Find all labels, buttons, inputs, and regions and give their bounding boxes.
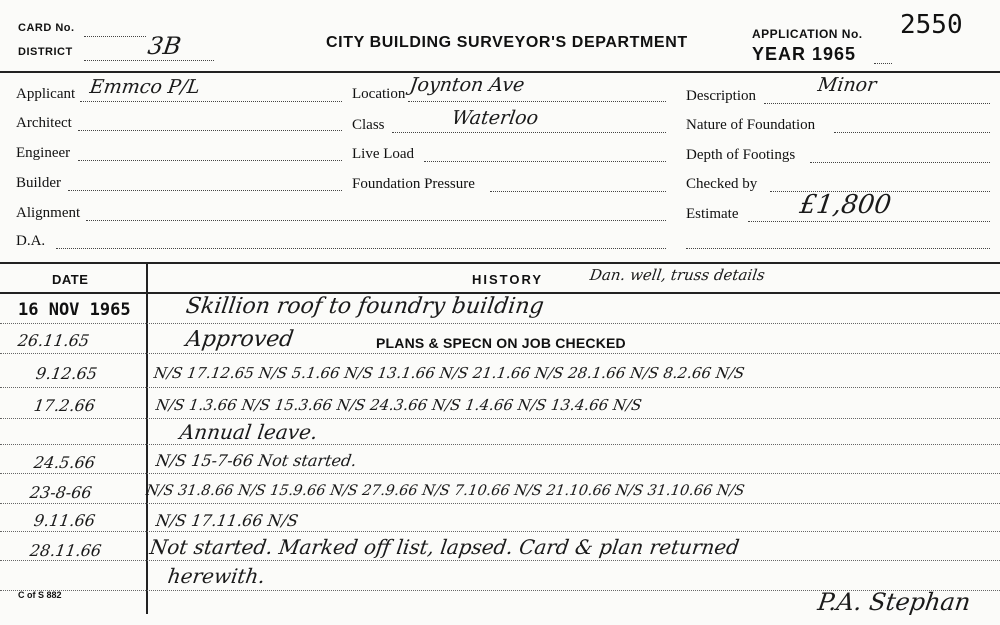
history-date: 28.11.66 [28,541,103,560]
description-value: Minor [816,74,878,96]
engineer-line [78,160,342,161]
description-line [764,103,990,104]
row-rule [0,353,1000,354]
history-entry: Annual leave. [178,420,320,444]
history-date: 17.2.66 [32,396,97,415]
architect-label: Architect [16,115,72,131]
history-entry: herewith. [166,564,267,588]
location-value: Joynton Ave [408,74,526,96]
applicant-line [80,101,342,102]
header-rule [0,71,1000,73]
live-load-line [424,161,666,162]
estimate-value: £1,800 [797,190,894,220]
alignment-line [86,220,666,221]
history-entry: Skillion roof to foundry building [184,294,546,319]
date-column-divider [146,262,148,614]
row-rule [0,444,1000,445]
description-label: Description [686,88,756,104]
builder-line [68,190,342,191]
history-entry: Not started. Marked off list, lapsed. Card & plan returned [148,535,741,559]
architect-line [78,130,342,131]
card-no-label: CARD No. [18,22,75,34]
history-date: 24.5.66 [32,453,97,472]
history-entry: N/S 1.3.66 N/S 15.3.66 N/S 24.3.66 N/S 1.4.66 N/S 13.4.66 N/S [154,396,643,414]
history-entry: N/S 31.8.66 N/S 15.9.66 N/S 27.9.66 N/S 7.10.66 N/S 21.10.66 N/S 31.10.66 N/S [144,483,746,499]
class-label: Class [352,117,385,133]
history-entry: Approved [184,327,296,352]
live-load-label: Live Load [352,146,415,162]
application-no: 2550 [900,10,963,40]
class-line [392,132,666,133]
location-line [408,101,666,102]
history-date: 16 NOV 1965 [18,300,131,320]
row-rule [0,503,1000,504]
history-entry: N/S 15-7-66 Not started. [154,451,358,470]
card-no-line [84,36,146,37]
history-date: 26.11.65 [16,331,91,350]
history-date: 23-8-66 [28,483,94,502]
history-date: 9.11.66 [32,511,97,530]
district-label: DISTRICT [18,46,73,58]
da-line [56,248,666,249]
row-rule [0,387,1000,388]
district-value: 3B [146,32,183,60]
class-value: Waterloo [450,107,540,129]
foundation-pressure-line [490,191,666,192]
history-top-rule [0,262,1000,264]
location-label: Location [352,86,406,102]
history-entry: N/S 17.12.65 N/S 5.1.66 N/S 13.1.66 N/S 21.1.66 N/S 28.1.66 N/S 8.2.66 N/S [152,364,746,382]
row-rule [0,473,1000,474]
nature-of-foundation-line [834,132,990,133]
form-code: C of S 882 [18,590,62,600]
applicant-label: Applicant [16,86,76,102]
application-no-label: APPLICATION No. [752,27,863,41]
year-line [874,63,892,64]
foundation-pressure-label: Foundation Pressure [352,176,475,192]
depth-of-footings-line [810,162,990,163]
depth-of-footings-label: Depth of Footings [686,147,796,163]
row-rule [0,560,1000,561]
approval-stamp: PLANS & SPECN ON JOB CHECKED [376,335,626,351]
history-entry: N/S 17.11.66 N/S [154,511,300,530]
estimate-line [748,221,990,222]
checked-by-label: Checked by [686,176,758,192]
history-note: Dan. well, truss details [588,266,767,284]
year-label: YEAR 1965 [752,44,857,64]
history-date: 9.12.65 [34,364,99,383]
date-header: DATE [52,272,89,287]
row-rule [0,531,1000,532]
nature-of-foundation-label: Nature of Foundation [686,117,816,133]
extra-right-line [686,248,990,249]
signature: P.A. Stephan [816,588,973,616]
department-title: CITY BUILDING SURVEYOR'S DEPARTMENT [326,34,688,51]
row-rule [0,418,1000,419]
alignment-label: Alignment [16,205,81,221]
estimate-label: Estimate [686,206,739,222]
builder-label: Builder [16,175,61,191]
da-label: D.A. [16,233,46,249]
applicant-value: Emmco P/L [88,76,202,98]
district-line [84,60,214,61]
engineer-label: Engineer [16,145,71,161]
history-header: HISTORY [472,272,544,287]
row-rule [0,323,1000,324]
